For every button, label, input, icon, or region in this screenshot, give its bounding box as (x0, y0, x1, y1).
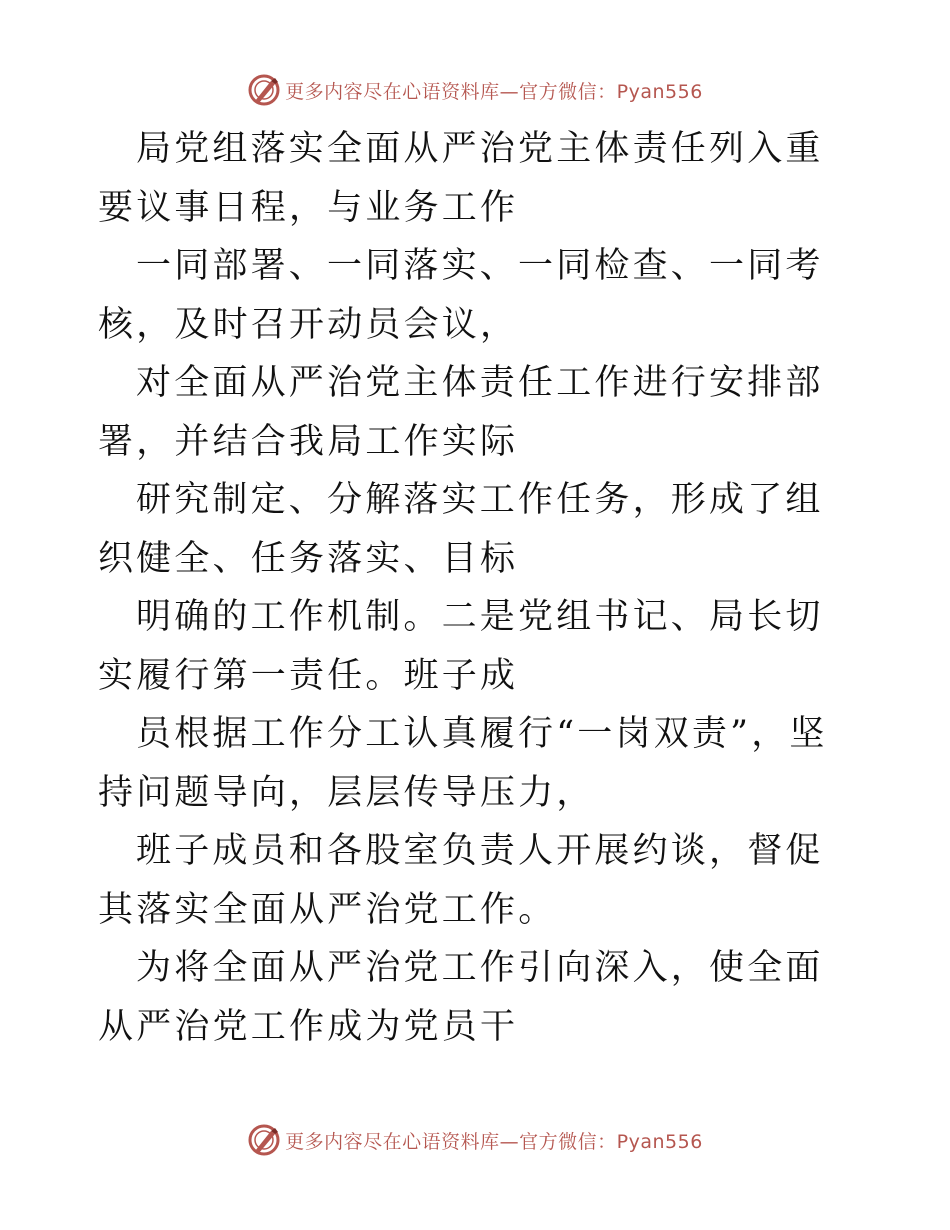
paragraph: 班子成员和各股室负责人开展约谈，督促其落实全面从严治党工作。 (98, 831, 824, 930)
paragraph: 员根据工作分工认真履行“一岗双责”，坚持问题导向，层层传导压力， (98, 714, 828, 813)
header-watermark (0, 72, 950, 108)
document-body (98, 120, 858, 1056)
pen-circle-logo-icon (247, 1123, 281, 1157)
paragraph: 为将全面从严治党工作引向深入，使全面从严治党工作成为党员干 (98, 948, 824, 1047)
footer-watermark (0, 1122, 950, 1158)
paragraph: 明确的工作机制。二是党组书记、局长切实履行第一责任。班子成 (98, 597, 824, 696)
watermark-text: 更多内容尽在心语资料库—官方微信：Pyan556 (285, 80, 703, 103)
paragraph: 研究制定、分解落实工作任务，形成了组织健全、任务落实、目标 (98, 480, 824, 579)
pen-circle-logo-icon (247, 73, 281, 107)
paragraph: 对全面从严治党主体责任工作进行安排部署，并结合我局工作实际 (98, 363, 824, 462)
paragraph: 局党组落实全面从严治党主体责任列入重要议事日程，与业务工作 (98, 129, 824, 228)
paragraph: 一同部署、一同落实、一同检查、一同考核，及时召开动员会议， (98, 246, 824, 345)
watermark-text: 更多内容尽在心语资料库—官方微信：Pyan556 (285, 1130, 703, 1153)
